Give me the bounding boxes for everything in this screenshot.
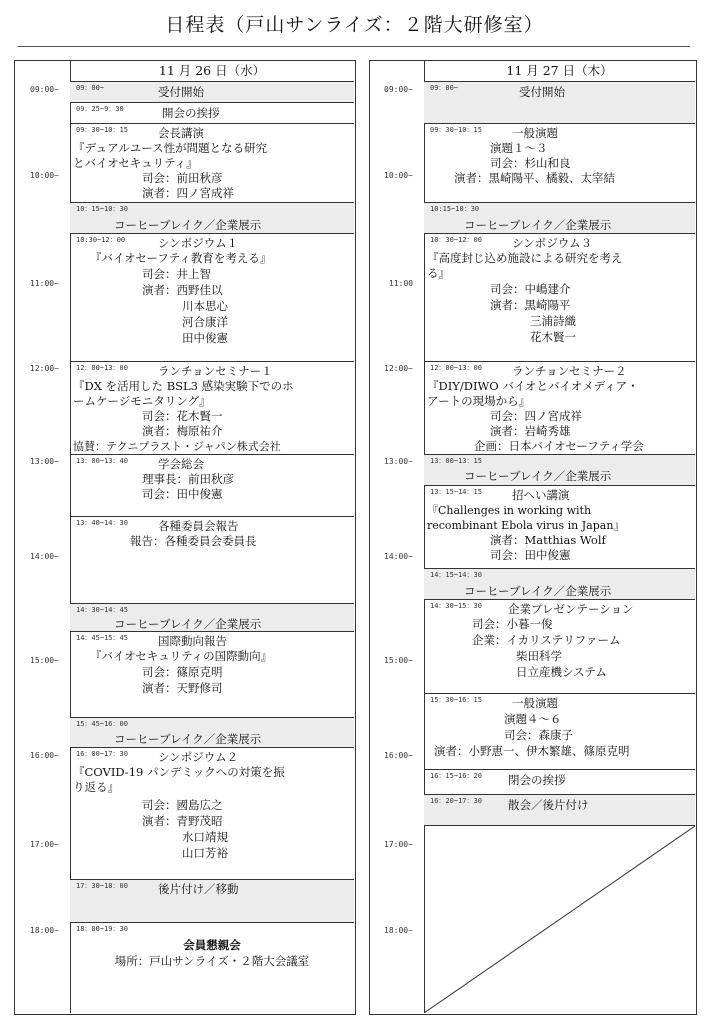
time-label: 15:00~ <box>384 656 413 665</box>
session-line: 演題１～３ <box>490 141 548 155</box>
session-general-talks-1 <box>424 124 695 203</box>
session-time: 15：45~16：00 <box>76 720 128 728</box>
session-break <box>70 718 354 748</box>
time-label: 17:00~ <box>30 840 59 849</box>
session-general-talks-2 <box>424 694 695 770</box>
session-line: 山口芳裕 <box>182 846 228 860</box>
session-time: 12：00~13：00 <box>76 364 128 372</box>
session-time: 13：00~13：15 <box>430 457 482 465</box>
session-line: 司会：篠原克明 <box>142 665 223 679</box>
day1-date: 11 月 26 日（水） <box>70 61 354 82</box>
session-line: 司会：森康子 <box>504 728 573 742</box>
session-presidential-lecture <box>70 124 354 203</box>
session-international-report <box>70 632 354 718</box>
time-label: 14:00~ <box>30 552 59 561</box>
session-time: 18：00~19：30 <box>76 925 128 933</box>
session-corporate-presentations <box>424 600 695 694</box>
session-symposium-1 <box>70 234 354 362</box>
session-time: 16：20~17：30 <box>430 797 482 805</box>
session-line: 『COVID-19 パンデミックへの対策を振 <box>73 765 285 779</box>
session-line: アートの現場から』 <box>427 394 531 408</box>
session-title: 後片付け／移動 <box>158 882 239 896</box>
session-line: 『高度封じ込め施設による研究を考え <box>427 251 623 265</box>
session-line: り返る』 <box>73 780 119 794</box>
session-line: 司会：井上智 <box>142 267 211 281</box>
session-line: 田中俊憲 <box>182 331 228 345</box>
session-title: コーヒーブレイク／企業展示 <box>464 469 612 483</box>
session-time: 09：30~10：15 <box>430 126 482 134</box>
session-line: 場所：戸山サンライズ・２階大会議室 <box>114 954 310 968</box>
session-break <box>424 569 695 600</box>
session-time: 09：30~10：15 <box>76 126 128 134</box>
time-label: 14:00~ <box>384 552 413 561</box>
session-time: 14：30~15：30 <box>430 602 482 610</box>
session-time: 14：15~14：30 <box>430 571 482 579</box>
time-label: 10:00~ <box>384 171 413 180</box>
time-label: 12:00~ <box>30 364 59 373</box>
session-line: 演者：小野恵一、伊木繁雄、篠原克明 <box>434 744 630 758</box>
session-time: 13：00~13：40 <box>76 457 128 465</box>
session-invited-lecture <box>424 486 695 569</box>
session-title: コーヒーブレイク／企業展示 <box>464 218 612 232</box>
session-title: 招へい講演 <box>512 488 570 502</box>
session-cleanup <box>70 880 354 923</box>
session-title: シンポジウム２ <box>158 750 239 764</box>
session-time: 14：45~15：45 <box>76 634 128 642</box>
session-time: 15：30~16：15 <box>430 696 482 704</box>
session-title: シンポジウム３ <box>512 236 593 250</box>
session-line: 『DX を活用した BSL3 感染実験下でのホ <box>73 379 294 393</box>
session-line: 三浦詩織 <box>530 314 576 328</box>
session-line: 花木賢一 <box>530 330 576 344</box>
session-title: 学会総会 <box>158 457 204 471</box>
session-time: 17：30~18：00 <box>76 882 128 890</box>
session-line: 司会：四ノ宮成祥 <box>490 409 582 423</box>
session-symposium-3 <box>424 234 695 362</box>
session-time: 10：15~10：30 <box>76 205 128 213</box>
session-line: 司会：花木賢一 <box>142 409 223 423</box>
empty-slot-diagonal <box>424 826 695 1013</box>
session-line: recombinant Ebola virus in Japan』 <box>427 519 625 532</box>
time-label: 11:00~ <box>30 279 59 288</box>
session-line: 司会：國島広之 <box>142 798 223 812</box>
session-line: 演者：黒崎陽平、橘毅、太宰結 <box>454 171 615 185</box>
time-label: 16:00~ <box>30 751 59 760</box>
time-label: 13:00~ <box>30 457 59 466</box>
session-time: 16：00~17：30 <box>76 750 128 758</box>
session-line: 司会：中嶋建介 <box>490 282 571 296</box>
session-break <box>424 455 695 486</box>
session-time: 13：40~14：30 <box>76 519 128 527</box>
session-dismissal <box>424 795 695 826</box>
session-title: コーヒーブレイク／企業展示 <box>464 584 612 598</box>
session-time: 10:30~12：00 <box>76 236 126 244</box>
session-title: 会長講演 <box>158 126 204 140</box>
session-time: 09：25~9：30 <box>76 105 124 113</box>
session-time: 09：00~ <box>76 84 105 92</box>
time-label: 09:00~ <box>30 85 59 94</box>
session-line: 演者：岩崎秀雄 <box>490 424 571 438</box>
session-line: 『バイオセキュリティの国際動向』 <box>90 649 273 663</box>
time-label: 10:00~ <box>30 171 59 180</box>
session-time: 09：00~ <box>430 84 459 92</box>
session-line: 演者：黒崎陽平 <box>490 298 571 312</box>
session-opening <box>70 103 354 124</box>
time-label: 15:00~ <box>30 656 59 665</box>
session-line: 河合康洋 <box>182 315 228 329</box>
session-title: 受付開始 <box>519 85 565 99</box>
session-line: 『バイオセーフティ教育を考える』 <box>90 251 272 265</box>
session-title: 企業プレゼンテーション <box>508 602 634 616</box>
session-title: ランチョンセミナー１ <box>158 364 273 378</box>
session-line: とバイオセキュリティ』 <box>73 156 198 170</box>
session-break <box>70 604 354 632</box>
session-title: 受付開始 <box>158 85 204 99</box>
session-line: 演者：梅原祐介 <box>142 424 223 438</box>
session-title: 会員懇親会 <box>183 938 241 952</box>
session-time: 13：15~14：15 <box>430 488 482 496</box>
session-line: 日立産機システム <box>516 665 607 679</box>
time-label: 18:00~ <box>30 926 59 935</box>
session-reception <box>70 82 354 103</box>
session-title: コーヒーブレイク／企業展示 <box>114 732 262 746</box>
session-line: 『DIY/DIWO バイオとバイオメディア・ <box>427 379 639 393</box>
session-line: 司会：前田秋彦 <box>142 171 223 185</box>
session-line: 『デュアルユース性が問題となる研究 <box>73 141 268 155</box>
session-break <box>70 203 354 234</box>
session-title: ランチョンセミナー２ <box>512 364 627 378</box>
session-line: 報告：各種委員会委員長 <box>130 534 257 548</box>
session-luncheon-1 <box>70 362 354 455</box>
time-label: 18:00~ <box>384 926 413 935</box>
session-line: 協賛：テクニプラスト・ジャパン株式会社 <box>73 440 281 453</box>
time-label: 17:00~ <box>384 840 413 849</box>
session-line: 演者：天野修司 <box>142 681 223 695</box>
session-line: 企業：イカリステリファーム <box>472 633 621 647</box>
session-line: る』 <box>427 266 450 280</box>
session-title: 国際動向報告 <box>158 634 227 648</box>
session-line: 演者：青野茂昭 <box>142 814 223 828</box>
session-title: シンポジウム１ <box>158 236 239 250</box>
session-line: 演者：四ノ宮成祥 <box>142 186 234 200</box>
time-label: 16:00~ <box>384 751 413 760</box>
time-label: 09:00~ <box>384 85 413 94</box>
session-committee-reports <box>70 517 354 604</box>
session-reception <box>424 82 695 124</box>
session-line: 司会：小暮一俊 <box>472 617 553 631</box>
session-title: 一般演題 <box>512 696 558 710</box>
session-line: 理事長：前田秋彦 <box>142 472 234 486</box>
time-label: 13:00~ <box>384 457 413 466</box>
session-line: 水口靖規 <box>182 830 228 844</box>
title-rule <box>18 46 690 47</box>
session-time: 16：15~16：20 <box>430 772 482 780</box>
session-line: 『Challenges in working with <box>427 504 592 517</box>
session-time: 10：30~12：00 <box>430 236 482 244</box>
session-line: 演者：西野佳以 <box>142 283 223 297</box>
session-line: 司会：杉山和良 <box>490 156 571 170</box>
session-time: 12：00~13：00 <box>430 364 482 372</box>
session-title: 一般演題 <box>512 126 558 140</box>
session-line: 司会：田中俊憲 <box>490 548 571 562</box>
session-line: 川本思心 <box>182 299 228 313</box>
session-reception-party <box>70 923 354 1013</box>
day2-date: 11 月 27 日（木） <box>424 61 695 82</box>
session-title: 閉会の挨拶 <box>508 773 566 787</box>
session-title: 各種委員会報告 <box>158 519 239 533</box>
session-line: 司会：田中俊憲 <box>142 487 223 501</box>
time-label: 11:00 <box>389 279 414 288</box>
time-label: 12:00~ <box>384 364 413 373</box>
session-line: 演題４～６ <box>504 712 562 726</box>
session-symposium-2 <box>70 748 354 880</box>
session-line: 企画：日本バイオセーフティ学会 <box>474 439 644 453</box>
session-time: 14：30~14：45 <box>76 606 128 614</box>
session-line: 演者：Matthias Wolf <box>490 533 606 547</box>
session-time: 10:15~10：30 <box>430 205 480 213</box>
session-line: ームケージモニタリング』 <box>73 394 211 408</box>
session-general-meeting <box>70 455 354 517</box>
session-break <box>424 203 695 234</box>
session-title: コーヒーブレイク／企業展示 <box>114 617 262 631</box>
session-closing <box>424 770 695 795</box>
session-title: 散会／後片付け <box>508 798 589 812</box>
session-title: コーヒーブレイク／企業展示 <box>114 218 262 232</box>
session-title: 開会の挨拶 <box>162 106 220 120</box>
session-luncheon-2 <box>424 362 695 455</box>
session-line: 柴田科学 <box>516 649 562 663</box>
page-title: 日程表（戸山サンライズ：２階大研修室） <box>165 14 544 36</box>
